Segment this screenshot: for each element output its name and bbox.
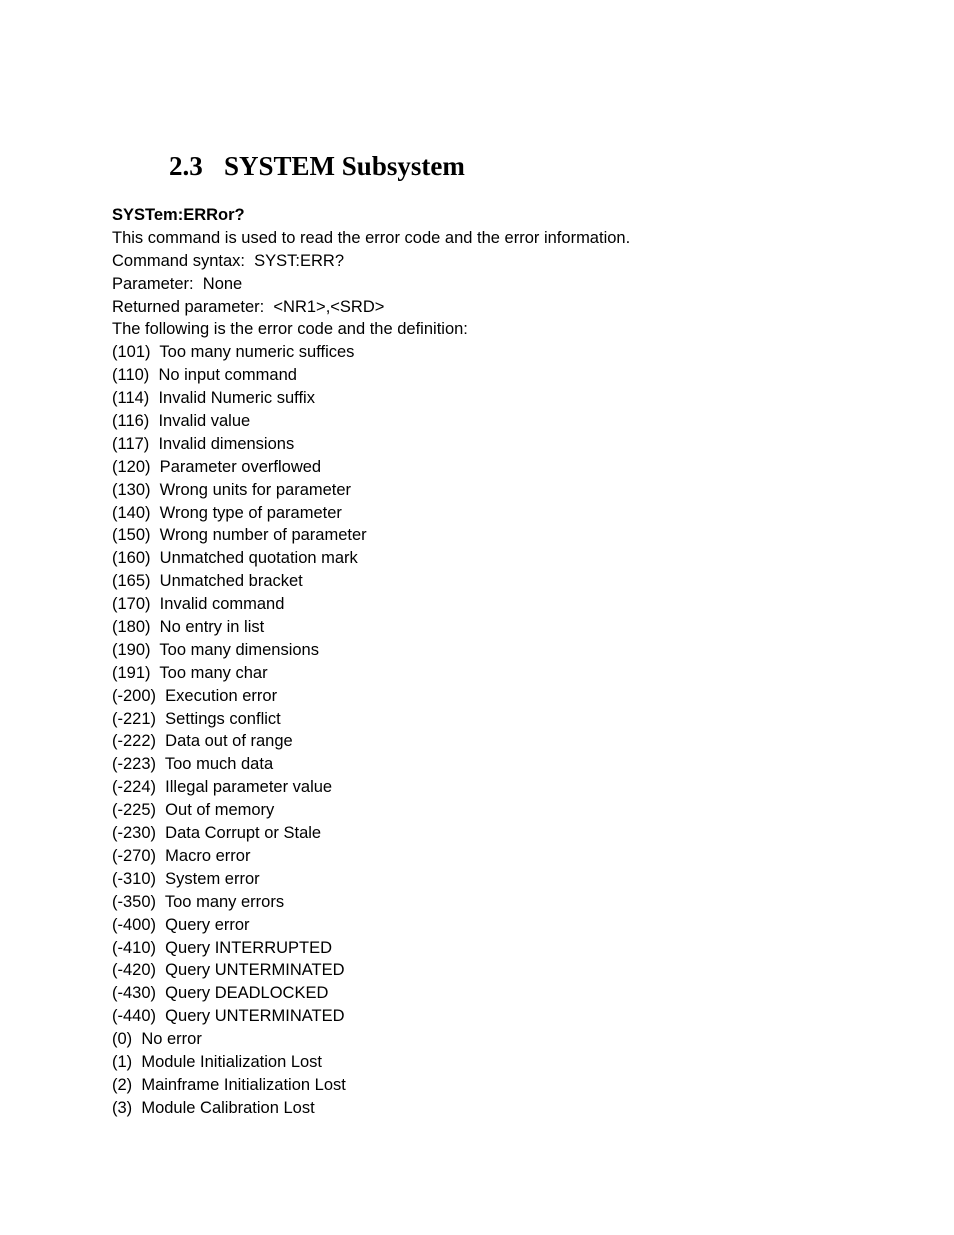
error-code-item: (180) No entry in list <box>112 618 265 637</box>
error-code-intro: The following is the error code and the definition: <box>112 320 468 339</box>
error-code-item: (114) Invalid Numeric suffix <box>112 389 315 408</box>
error-code-item: (-225) Out of memory <box>112 801 275 820</box>
error-code-item: (-310) System error <box>112 869 260 888</box>
error-code-item: (150) Wrong number of parameter <box>112 526 367 545</box>
error-code-item: (170) Invalid command <box>112 595 285 614</box>
error-code-item: (191) Too many char <box>112 663 268 682</box>
error-code-item: (-420) Query UNTERMINATED <box>112 961 345 980</box>
error-code-item: (190) Too many dimensions <box>112 640 319 659</box>
error-code-item: (1) Module Initialization Lost <box>112 1052 323 1071</box>
error-code-item: (-223) Too much data <box>112 755 274 774</box>
error-code-list <box>112 341 912 1119</box>
command-parameter: Parameter: None <box>112 274 243 293</box>
section-title: SYSTEM Subsystem <box>224 151 465 181</box>
error-code-item: (165) Unmatched bracket <box>112 572 303 591</box>
error-code-item: (140) Wrong type of parameter <box>112 503 342 522</box>
error-code-item: (-270) Macro error <box>112 846 251 865</box>
error-code-item: (120) Parameter overflowed <box>112 457 322 476</box>
command-syntax: Command syntax: SYST:ERR? <box>112 251 344 270</box>
error-code-item: (2) Mainframe Initialization Lost <box>112 1075 346 1094</box>
command-name: SYSTem:ERRor? <box>112 206 245 224</box>
error-code-item: (-430) Query DEADLOCKED <box>112 984 329 1003</box>
command-description: This command is used to read the error code and the error information. <box>112 228 631 247</box>
error-code-item: (110) No input command <box>112 366 297 385</box>
error-code-item: (-200) Execution error <box>112 686 278 705</box>
error-code-item: (3) Module Calibration Lost <box>112 1098 315 1117</box>
error-code-item: (130) Wrong units for parameter <box>112 480 352 499</box>
error-code-item: (-221) Settings conflict <box>112 709 281 728</box>
error-code-item: (116) Invalid value <box>112 412 251 431</box>
error-code-item: (-350) Too many errors <box>112 892 285 911</box>
error-code-item: (-224) Illegal parameter value <box>112 778 333 797</box>
error-code-item: (-440) Query UNTERMINATED <box>112 1007 345 1026</box>
error-code-item: (-400) Query error <box>112 915 250 934</box>
error-code-item: (-410) Query INTERRUPTED <box>112 938 333 957</box>
error-code-item: (117) Invalid dimensions <box>112 434 295 453</box>
error-code-item: (101) Too many numeric suffices <box>112 343 355 362</box>
section-number: 2.3 <box>169 151 203 181</box>
error-code-item: (-222) Data out of range <box>112 732 293 751</box>
error-code-item: (0) No error <box>112 1030 202 1049</box>
error-code-item: (-230) Data Corrupt or Stale <box>112 824 322 843</box>
section-heading <box>169 146 465 186</box>
command-returned-parameter: Returned parameter: <NR1>,<SRD> <box>112 297 385 316</box>
error-code-item: (160) Unmatched quotation mark <box>112 549 358 568</box>
section-body <box>112 204 912 1120</box>
